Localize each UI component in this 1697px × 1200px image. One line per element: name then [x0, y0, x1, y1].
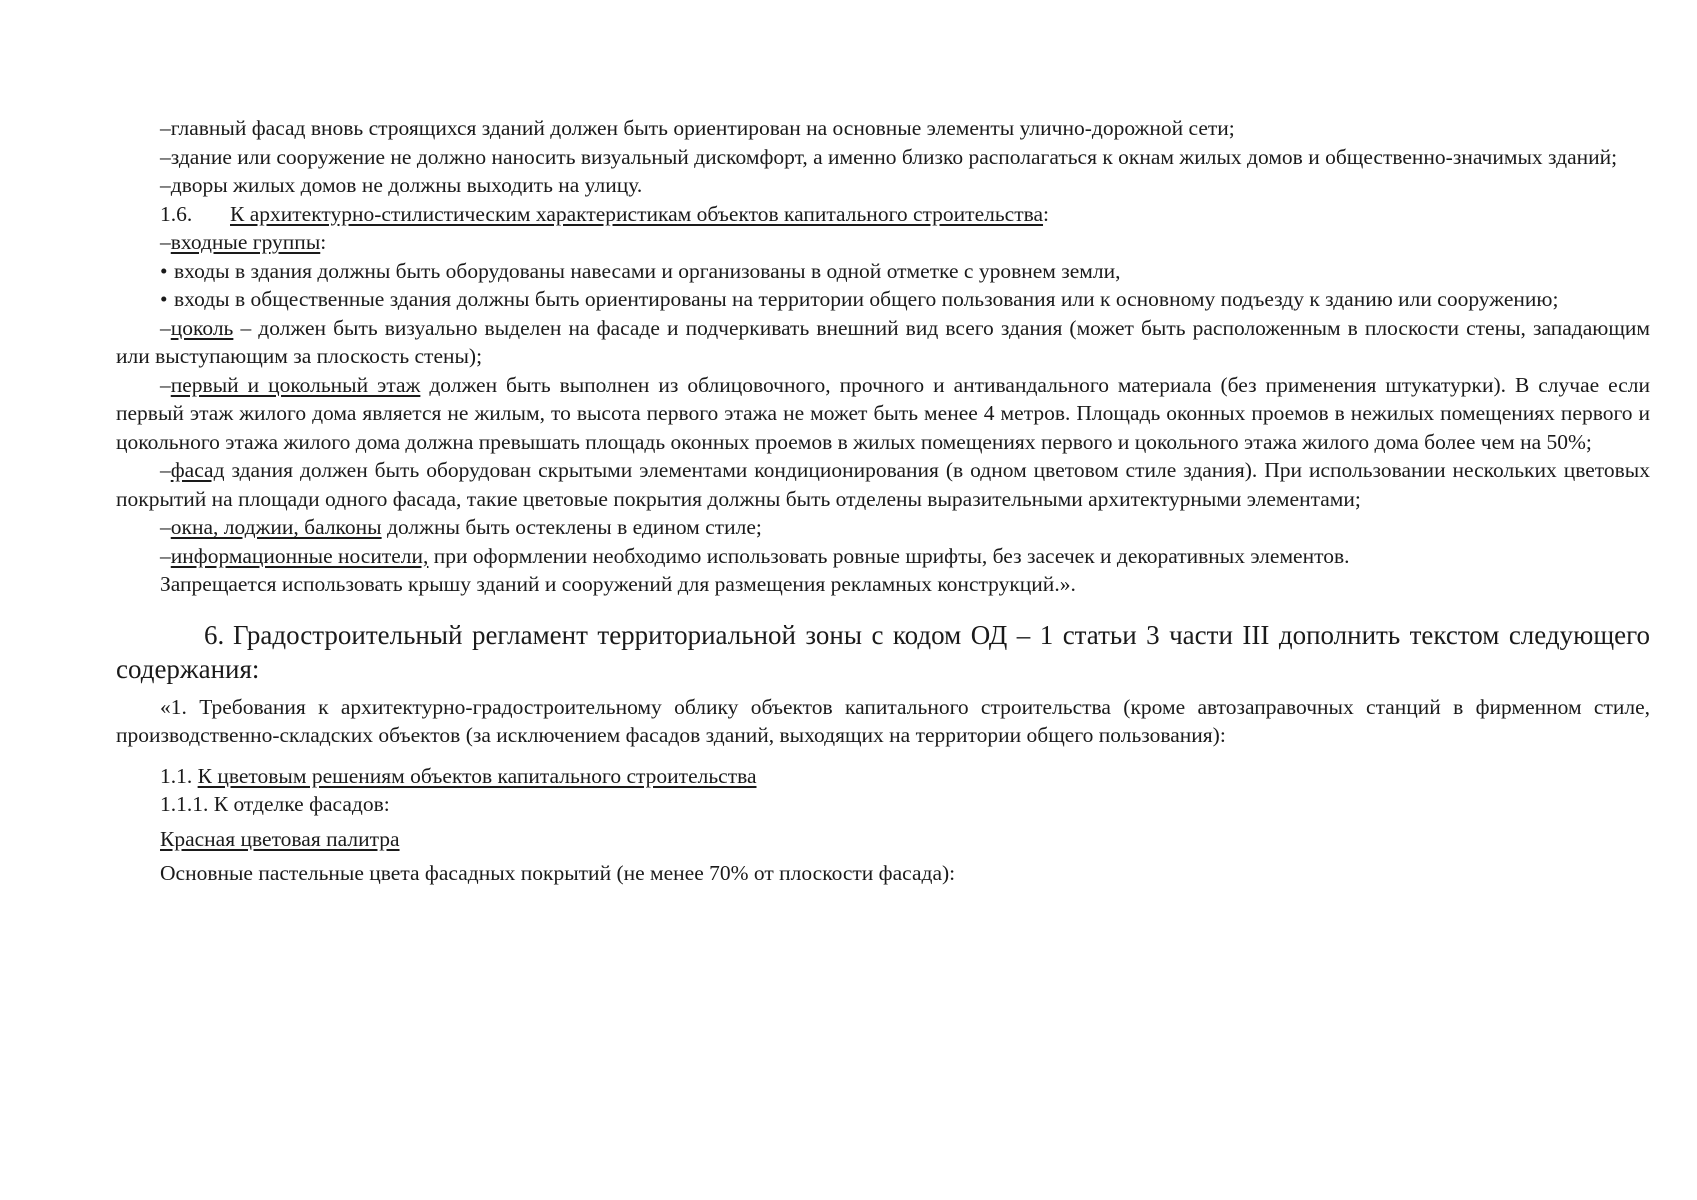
- paragraph-windows: [116, 513, 1650, 542]
- dash-mark: –: [160, 230, 171, 254]
- paragraph-requirements: «1. Требования к архитектурно-градостроительному облику объектов капитального строительства (кроме автозаправочных станций в фирменном стиле, производственно-складских объектов (за исключением фасадов зданий, выходящих на территории общего пользования):: [116, 694, 1650, 747]
- visual-discomfort-text: здание или сооружение не должно наносить визуальный дискомфорт, а именно близко располагаться к окнам жилых домов и общественно-значимых зданий;: [170, 144, 1618, 169]
- bullet-text: входы в здания должны быть оборудованы навесами и организованы в одной отметке с уровнем земли,: [174, 258, 1121, 283]
- item-6-heading: [116, 618, 1650, 686]
- facade-title: фасад: [170, 458, 225, 482]
- info-carriers-title: информационные носители,: [170, 543, 429, 568]
- first-floor-title: первый и цокольный этаж: [170, 372, 421, 397]
- dash-mark: –: [160, 173, 171, 197]
- entry-groups-colon: :: [320, 230, 327, 254]
- dash-mark: –: [160, 515, 171, 539]
- paragraph-courtyards: [116, 171, 1650, 200]
- paragraph-facade: [116, 456, 1650, 513]
- bullet-icon: •: [160, 258, 168, 283]
- main-facade-text: главный фасад вновь строящихся зданий должен быть ориентирован на основные элементы улично-дорожной сети;: [170, 116, 1235, 140]
- section-number: 1.6.: [160, 201, 193, 226]
- section-title: К архитектурно-стилистическим характеристикам объектов капитального строительства: [230, 201, 1044, 226]
- paragraph-plinth: [116, 314, 1650, 371]
- paragraph-first-floor: [116, 371, 1650, 457]
- document-page: [116, 114, 1650, 888]
- paragraph-main-facade: [116, 114, 1650, 143]
- plinth-title: цоколь: [170, 315, 234, 340]
- bullet-item-entrances: [116, 257, 1650, 286]
- courtyards-text: дворы жилых домов не должны выходить на улицу.: [170, 173, 643, 197]
- paragraph-visual-discomfort: [116, 143, 1650, 172]
- dash-mark: –: [160, 372, 171, 397]
- bullet-icon: •: [160, 287, 168, 311]
- section-1-6-heading: [116, 200, 1650, 229]
- plinth-text: – должен быть визуально выделен на фасаде и подчеркивать внешний вид всего здания (может быть расположенным в плоскости стены, западающим или выступающим за плоскость стены);: [116, 315, 1650, 368]
- palette-heading: [116, 825, 1650, 854]
- paragraph-prohibition: Запрещается использовать крышу зданий и сооружений для размещения рекламных конструкций.».: [160, 572, 1076, 596]
- section-1-1-heading: [116, 762, 1650, 791]
- palette-title: Красная цветовая палитра: [160, 826, 400, 851]
- windows-text: должны быть остеклены в едином стиле;: [381, 515, 762, 539]
- bullet-item-public-entrances: [116, 285, 1650, 314]
- item-6-text: Градостроительный регламент территориальной зоны с кодом ОД – 1 статьи 3 части III дополнить текстом следующего содержания:: [116, 619, 1650, 684]
- entry-groups-title: входные группы: [170, 230, 321, 254]
- section-1-1-1-heading: 1.1.1. К отделке фасадов:: [160, 792, 390, 816]
- dash-mark: –: [160, 144, 171, 169]
- dash-mark: –: [160, 543, 171, 568]
- first-floor-text: должен быть выполнен из облицовочного, прочного и антивандального материала (без применения штукатурки). В случае если первый этаж жилого дома является не жилым, то высота первого этажа не может быть менее 4 метров. Площадь оконных проемов в нежилых помещениях первого и цокольного этажа жилого дома должна превышать площадь оконных проемов в жилых помещениях первого и цокольного этажа жилого дома более чем на 50%;: [116, 372, 1650, 454]
- section-title: К цветовым решениям объектов капитального строительства: [197, 763, 757, 788]
- paragraph-pastel-colors: Основные пастельные цвета фасадных покрытий (не менее 70% от плоскости фасада):: [160, 861, 956, 885]
- dash-mark: –: [160, 116, 171, 140]
- info-carriers-text: при оформлении необходимо использовать ровные шрифты, без засечек и декоративных элементов.: [428, 543, 1350, 568]
- facade-text: здания должен быть оборудован скрытыми элементами кондиционирования (в одном цветовом стиле здания). При использовании нескольких цветовых покрытий на площади одного фасада, такие цветовые покрытия должны быть отделены выразительными архитектурными элементами;: [116, 458, 1650, 511]
- paragraph-info-carriers: [116, 542, 1650, 571]
- windows-title: окна, лоджии, балконы: [170, 515, 382, 539]
- bullet-text: входы в общественные здания должны быть ориентированы на территории общего пользования или к основному подъезду к зданию или сооружению;: [174, 287, 1559, 311]
- dash-mark: –: [160, 315, 171, 340]
- paragraph-entry-groups: [116, 228, 1650, 257]
- dash-mark: –: [160, 458, 171, 482]
- section-colon: :: [1043, 201, 1049, 226]
- section-number: 1.1.: [160, 763, 198, 788]
- item-number: 6.: [204, 619, 225, 650]
